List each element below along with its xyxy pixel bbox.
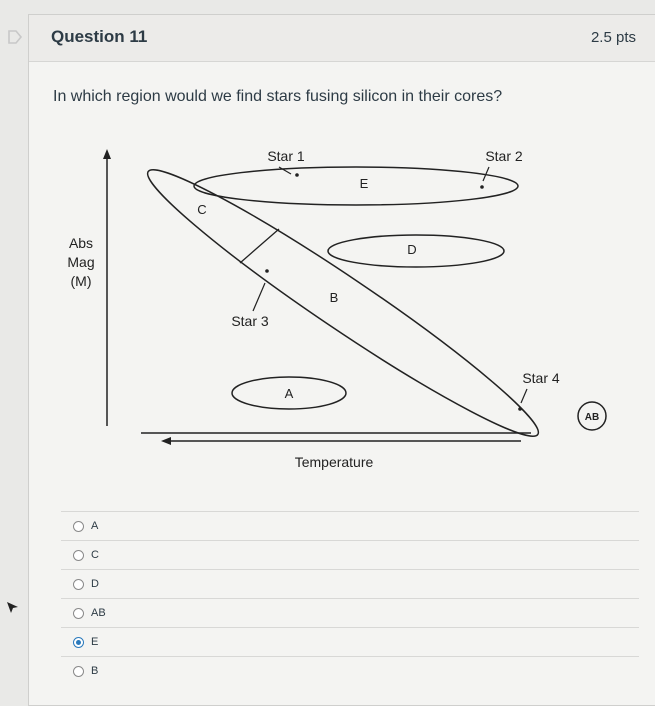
star-3-pointer [253, 283, 265, 311]
hr-diagram [29, 15, 655, 485]
answer-option[interactable] [61, 656, 639, 685]
region-label-e: E [359, 176, 369, 191]
answer-label: AB [91, 607, 106, 619]
y-axis-label-1: Abs [68, 235, 94, 251]
region-label-c: C [197, 202, 207, 217]
answer-option[interactable] [61, 511, 639, 540]
region-e-ellipse [194, 167, 518, 205]
radio-button[interactable] [73, 666, 84, 677]
region-label-b: B [329, 290, 339, 305]
star-4-pointer [521, 389, 527, 403]
radio-button[interactable] [73, 579, 84, 590]
flag-icon[interactable] [6, 28, 24, 46]
y-axis-arrowhead [103, 149, 111, 159]
answer-label: C [91, 549, 99, 561]
question-card [28, 14, 655, 706]
cursor-icon [6, 600, 20, 614]
answer-list [61, 511, 639, 685]
question-title: Question 11 [51, 27, 148, 46]
x-axis-label: Temperature [294, 454, 374, 470]
star-4-label: Star 4 [522, 370, 560, 386]
star-4-dot [518, 407, 522, 411]
region-label-d: D [407, 242, 417, 257]
x-axis-arrowhead [161, 437, 171, 445]
star-1-dot [295, 173, 299, 177]
question-prompt: In which region would we find stars fusing silicon in their cores? [53, 88, 503, 105]
radio-button-selected[interactable] [73, 637, 84, 648]
radio-button[interactable] [73, 550, 84, 561]
y-axis-label-2: Mag [67, 254, 95, 270]
y-axis-label-3: (M) [70, 273, 92, 289]
answer-label: E [91, 636, 99, 648]
region-label-a: A [284, 386, 294, 401]
star-2-label: Star 2 [485, 148, 523, 164]
answer-label: A [91, 520, 99, 532]
answer-option-selected[interactable] [61, 627, 639, 656]
star-1-label: Star 1 [267, 148, 305, 164]
star-2-dot [480, 185, 484, 189]
star-3-dot [265, 269, 269, 273]
answer-option[interactable] [61, 540, 639, 569]
region-divider [240, 229, 279, 263]
radio-button[interactable] [73, 608, 84, 619]
answer-option[interactable] [61, 598, 639, 627]
answer-label: D [91, 578, 99, 590]
radio-button[interactable] [73, 521, 84, 532]
ab-annotation-label: AB [584, 412, 600, 423]
star-3-label: Star 3 [231, 313, 269, 329]
question-points: 2.5 pts [590, 29, 636, 46]
answer-label: B [91, 665, 99, 677]
region-cb-ellipse [134, 150, 553, 456]
answer-option[interactable] [61, 569, 639, 598]
